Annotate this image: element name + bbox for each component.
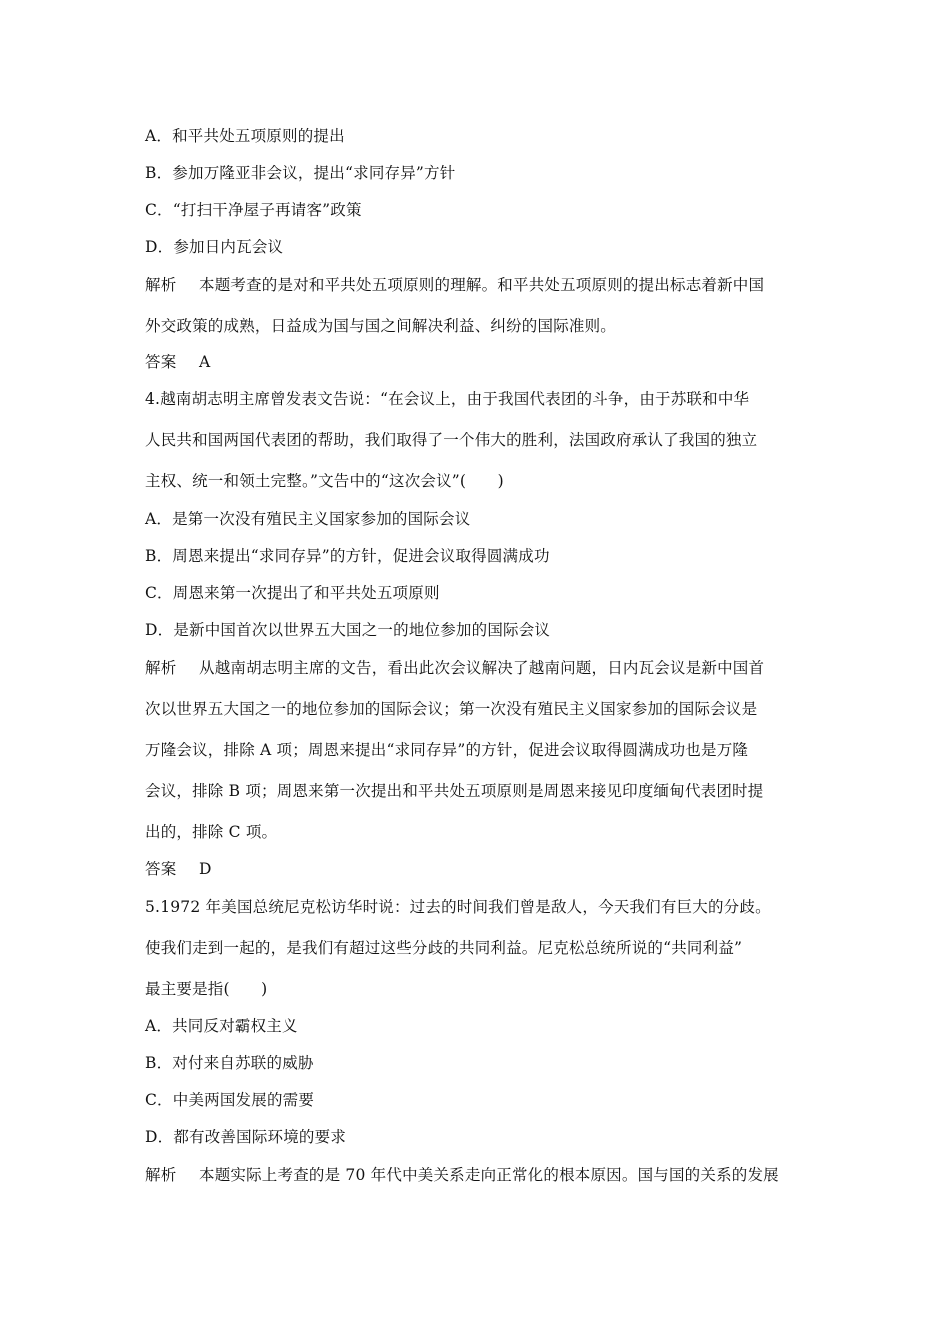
q5-stem-line-2: 使我们走到一起的，是我们有超过这些分歧的共同利益。尼克松总统所说的“共同利益” [145,939,743,957]
q3-option-a: A．和平共处五项原则的提出 [145,127,345,145]
q4-answer-label: 答案 [145,860,177,878]
q4-stem-line-1: 4.越南胡志明主席曾发表文告说：“在会议上，由于我国代表团的斗争，由于苏联和中华 [145,390,750,408]
q5-analysis-label: 解析 [145,1166,177,1184]
q4-analysis-text-1: 从越南胡志明主席的文告，看出此次会议解决了越南问题，日内瓦会议是新中国首 [199,659,765,677]
q4-analysis-label: 解析 [145,659,177,677]
q4-option-c: C．周恩来第一次提出了和平共处五项原则 [145,584,440,602]
q4-option-b: B．周恩来提出“求同存异”的方针，促进会议取得圆满成功 [145,547,550,565]
q5-analysis-line-1 [145,1165,810,1185]
q5-option-b: B．对付来自苏联的威胁 [145,1054,314,1072]
q3-answer-label: 答案 [145,353,177,371]
q4-answer-line [145,859,810,879]
q4-option-d: D．是新中国首次以世界五大国之一的地位参加的国际会议 [145,621,551,639]
q5-option-a: A．共同反对霸权主义 [145,1017,298,1035]
q3-analysis-label: 解析 [145,276,177,294]
q3-option-b: B．参加万隆亚非会议，提出“求同存异”方针 [145,164,456,182]
q3-answer-line [145,352,810,372]
q3-option-c: C．“打扫干净屋子再请客”政策 [145,201,362,219]
q5-analysis-text-1: 本题实际上考查的是 70 年代中美关系走向正常化的根本原因。国与国的关系的发展 [199,1166,779,1184]
q4-analysis-line-2: 次以世界五大国之一的地位参加的国际会议；第一次没有殖民主义国家参加的国际会议是 [145,700,758,718]
q4-option-a: A．是第一次没有殖民主义国家参加的国际会议 [145,510,471,528]
q3-answer-value: A [199,353,211,371]
q4-analysis-line-1 [145,658,810,678]
q4-stem-line-3: 主权、统一和领土完整。”文告中的“这次会议”( ) [145,472,504,490]
q5-stem-line-1: 5.1972 年美国总统尼克松访华时说：过去的时间我们曾是敌人，今天我们有巨大的分歧。 [145,898,771,916]
q3-analysis-text-1: 本题考查的是对和平共处五项原则的理解。和平共处五项原则的提出标志着新中国 [199,276,765,294]
q4-analysis-line-3: 万隆会议，排除 A 项；周恩来提出“求同存异”的方针，促进会议取得圆满成功也是万隆 [145,741,749,759]
q3-analysis-line-1 [145,275,810,295]
q3-analysis-line-2: 外交政策的成熟，日益成为国与国之间解决利益、纠纷的国际准则。 [145,317,617,335]
q5-stem-line-3: 最主要是指( ) [145,980,268,998]
q3-option-d: D．参加日内瓦会议 [145,238,284,256]
q4-analysis-line-4: 会议，排除 B 项；周恩来第一次提出和平共处五项原则是周恩来接见印度缅甸代表团时提 [145,782,764,800]
q5-option-d: D．都有改善国际环境的要求 [145,1128,347,1146]
q4-analysis-line-5: 出的，排除 C 项。 [145,823,278,841]
q5-option-c: C．中美两国发展的需要 [145,1091,315,1109]
q4-stem-line-2: 人民共和国两国代表团的帮助，我们取得了一个伟大的胜利，法国政府承认了我国的独立 [145,431,758,449]
q4-answer-value: D [199,860,212,878]
